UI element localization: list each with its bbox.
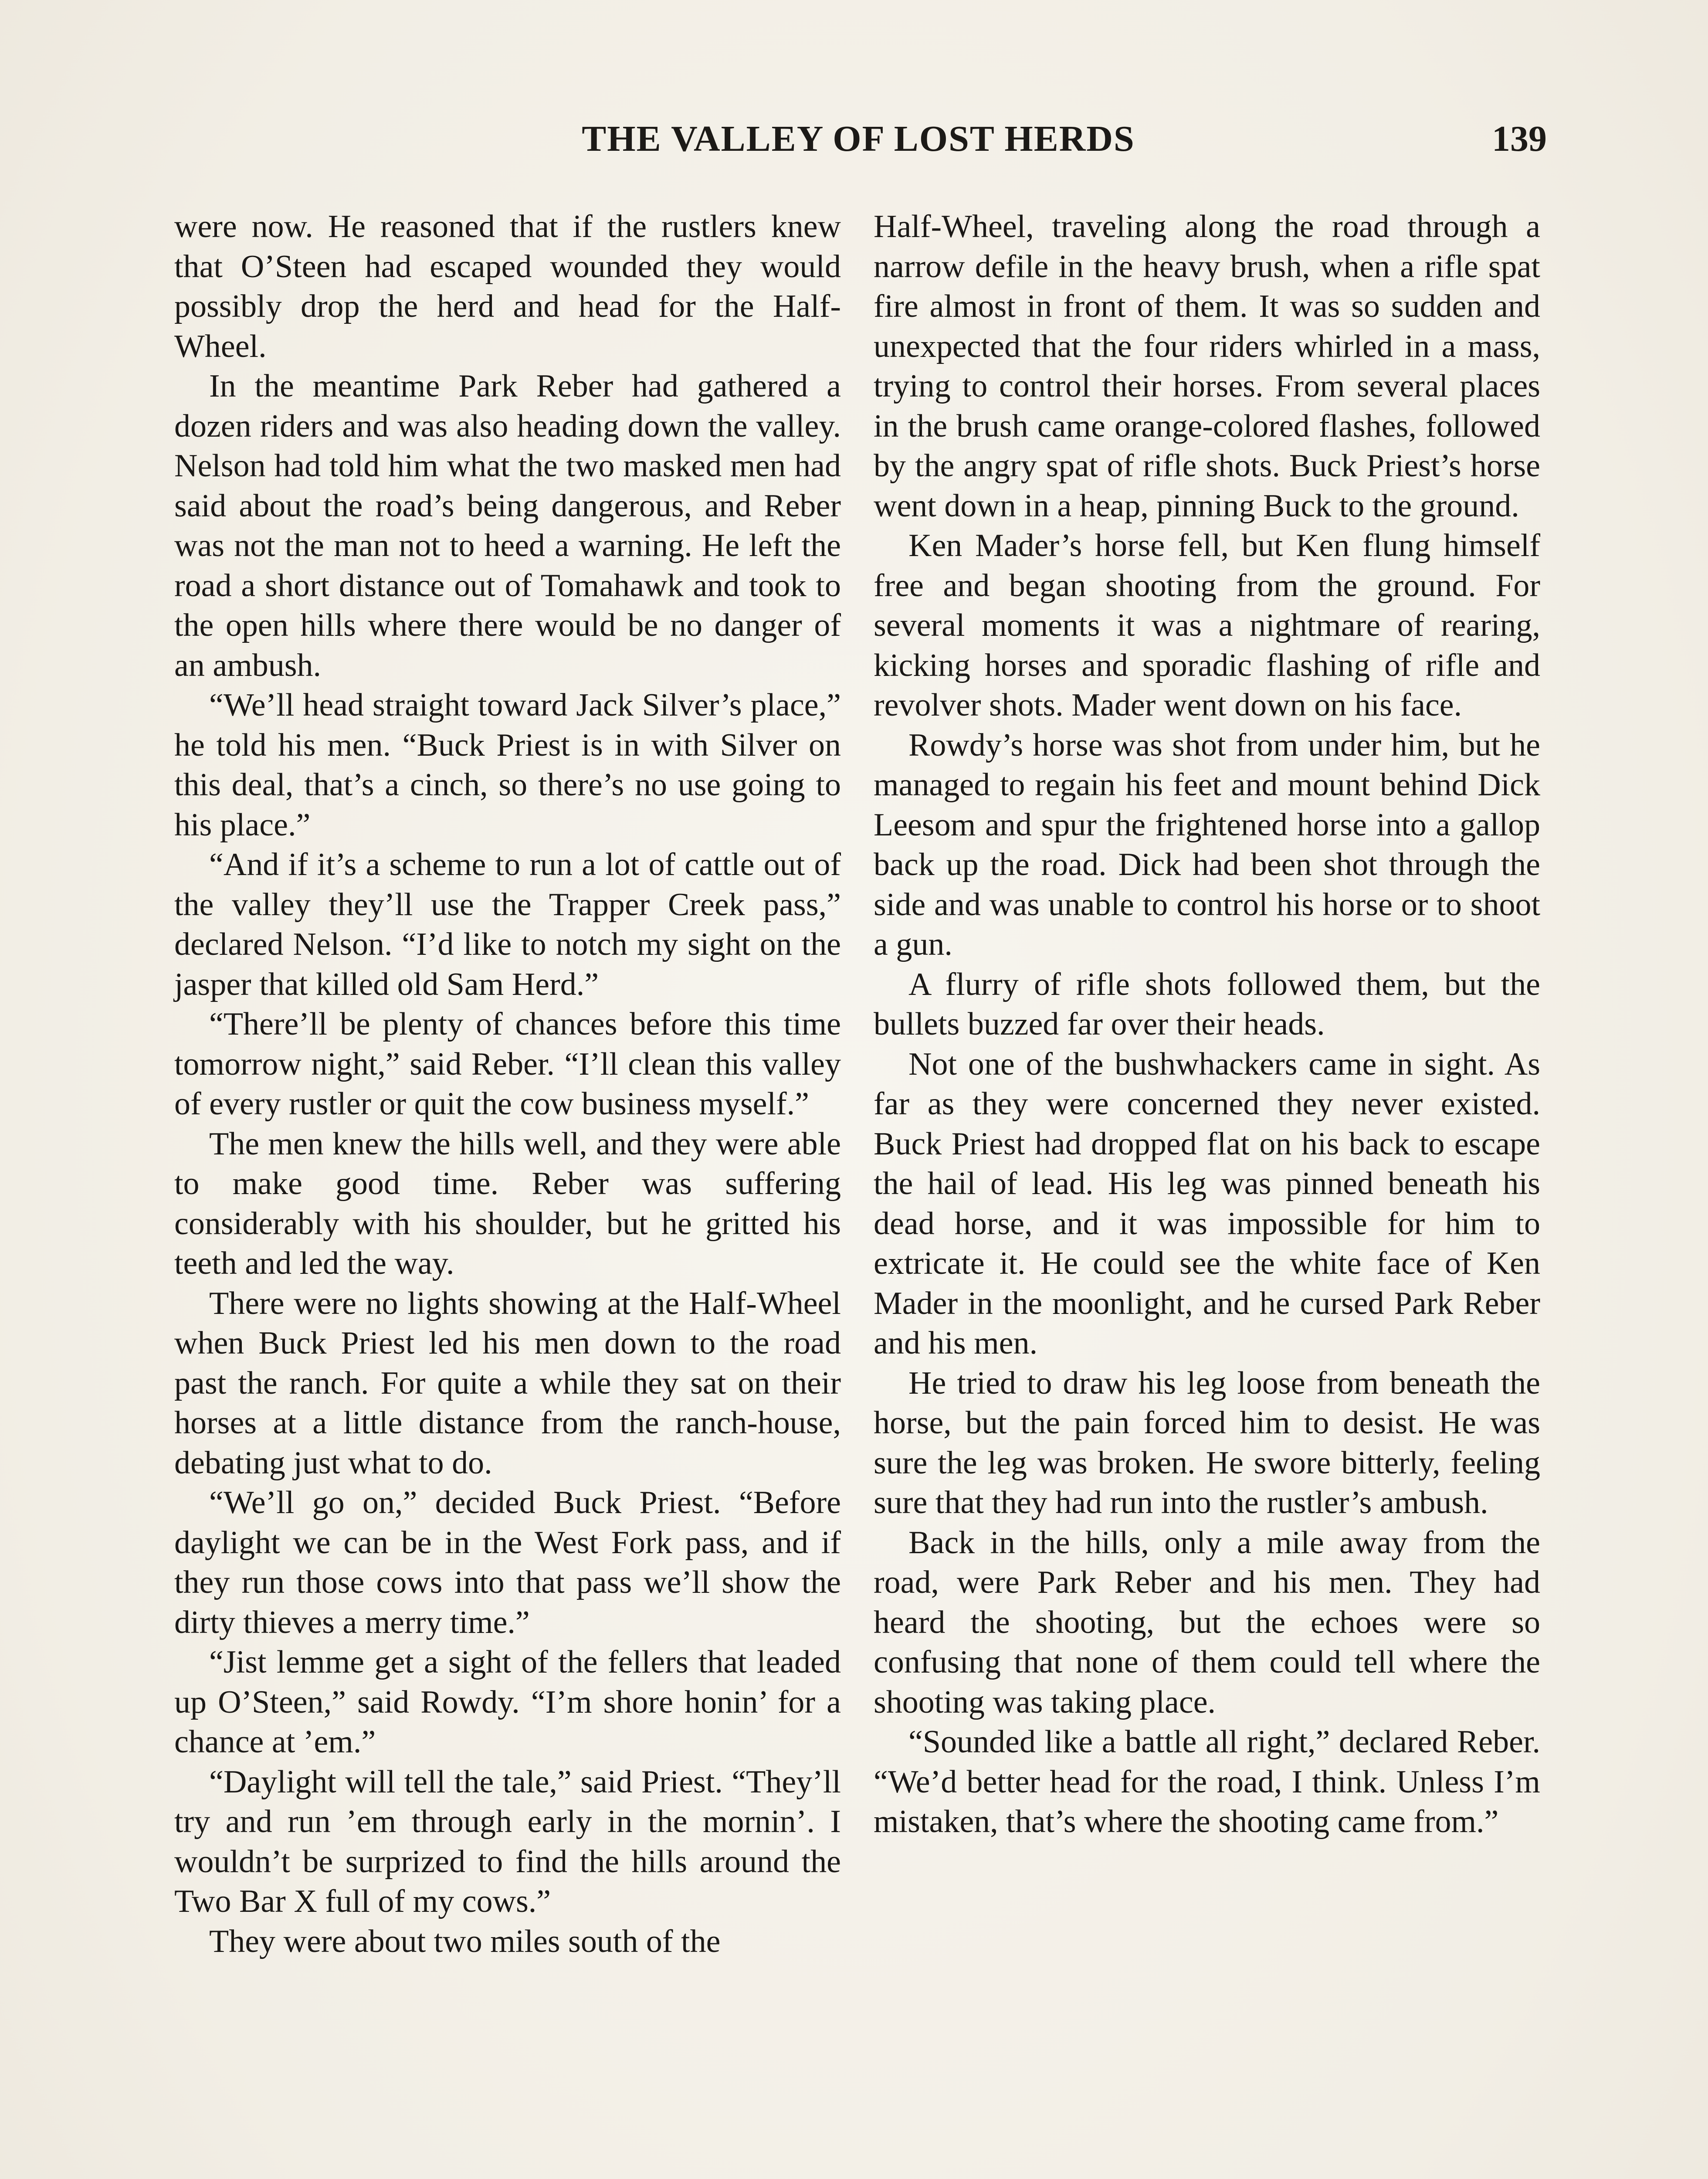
paragraph: “Daylight will tell the tale,” said Priest. “They’ll try and run ’em through early in the mornin’. I wouldn’t be surprized to find the hills around the Two Bar X full of my cows.” — [174, 1764, 841, 1919]
paragraph: were now. He reasoned that if the rustlers knew that O’Steen had escaped wounded they would possibly drop the herd and head for the Half-Wheel. — [174, 209, 841, 364]
paragraph: “We’ll go on,” decided Buck Priest. “Before daylight we can be in the West Fork pass, and if they run those cows into that pass we’ll show the dirty thieves a merry time.” — [174, 1485, 841, 1640]
right-column — [874, 207, 1540, 1842]
running-title: THE VALLEY OF LOST HERDS — [582, 119, 1135, 159]
paragraph: Half-Wheel, traveling along the road through a narrow defile in the heavy brush, when a rifle spat fire almost in front of them. It was so sudden and unexpected that the four riders whirled in a mass, trying to control their horses. From several places in the brush came orange-colored flashes, followed by the angry spat of rifle shots. Buck Priest’s horse went down in a heap, pinning Buck to the ground. — [874, 209, 1540, 524]
paragraph: Back in the hills, only a mile away from the road, were Park Reber and his men. They had heard the shooting, but the echoes were so confusing that none of them could tell where the shooting was taking place. — [874, 1524, 1540, 1720]
paragraph: Ken Mader’s horse fell, but Ken flung himself free and began shooting from the ground. For several moments it was a nightmare of rearing, kicking horses and sporadic flashing of rifle and revolver shots. Mader went down on his face. — [874, 528, 1540, 723]
paragraph: They were about two miles south of the — [209, 1923, 721, 1959]
paragraph: In the meantime Park Reber had gathered a dozen riders and was also heading down the valley. Nelson had told him what the two masked men had said about the road’s being dangerous, and Reber was not the man not to heed a warning. He left the road a short distance out of Tomahawk and took to the open hills where there would be no danger of an ambush. — [174, 368, 841, 683]
paragraph: The men knew the hills well, and they were able to make good time. Reber was suffering considerably with his shoulder, but he gritted his teeth and led the way. — [174, 1126, 841, 1281]
paragraph: “Jist lemme get a sight of the fellers that leaded up O’Steen,” said Rowdy. “I’m shore honin’ for a chance at ’em.” — [174, 1644, 841, 1760]
page-number: 139 — [1492, 119, 1547, 159]
paragraph: “We’ll head straight toward Jack Silver’s place,” he told his men. “Buck Priest is in with Silver on this deal, that’s a cinch, so there’s no use going to his place.” — [174, 687, 841, 843]
left-column — [174, 207, 841, 1962]
running-head — [170, 118, 1547, 179]
paragraph: There were no lights showing at the Half-Wheel when Buck Priest led his men down to the road past the ranch. For quite a while they sat on their horses at a little distance from the ranch-house, debating just what to do. — [174, 1285, 841, 1481]
paragraph: He tried to draw his leg loose from beneath the horse, but the pain forced him to desist. He was sure the leg was broken. He swore bitterly, feeling sure that they had run into the rustler’s ambush. — [874, 1365, 1540, 1521]
paragraph: Rowdy’s horse was shot from under him, but he managed to regain his feet and mount behind Dick Leesom and spur the frightened horse into a gallop back up the road. Dick had been shot through the side and was unable to control his horse or to shoot a gun. — [874, 727, 1540, 962]
paragraph: A flurry of rifle shots followed them, but the bullets buzzed far over their heads. — [874, 966, 1540, 1042]
paragraph: “There’ll be plenty of chances before this time tomorrow night,” said Reber. “I’ll clean this valley of every rustler or quit the cow business myself.” — [174, 1006, 841, 1122]
paragraph: “And if it’s a scheme to run a lot of cattle out of the valley they’ll use the Trapper Creek pass,” declared Nelson. “I’d like to notch my sight on the jasper that killed old Sam Herd.” — [174, 847, 841, 1002]
paragraph: Not one of the bushwhackers came in sight. As far as they were concerned they never existed. Buck Priest had dropped flat on his back to escape the hail of lead. His leg was pinned beneath his dead horse, and it was impossible for him to extricate it. He could see the white face of Ken Mader in the moonlight, and he cursed Park Reber and his men. — [874, 1046, 1540, 1361]
paragraph: “Sounded like a battle all right,” declared Reber. “We’d better head for the road, I think. Unless I’m mistaken, that’s where the shooting came from.” — [874, 1724, 1540, 1840]
